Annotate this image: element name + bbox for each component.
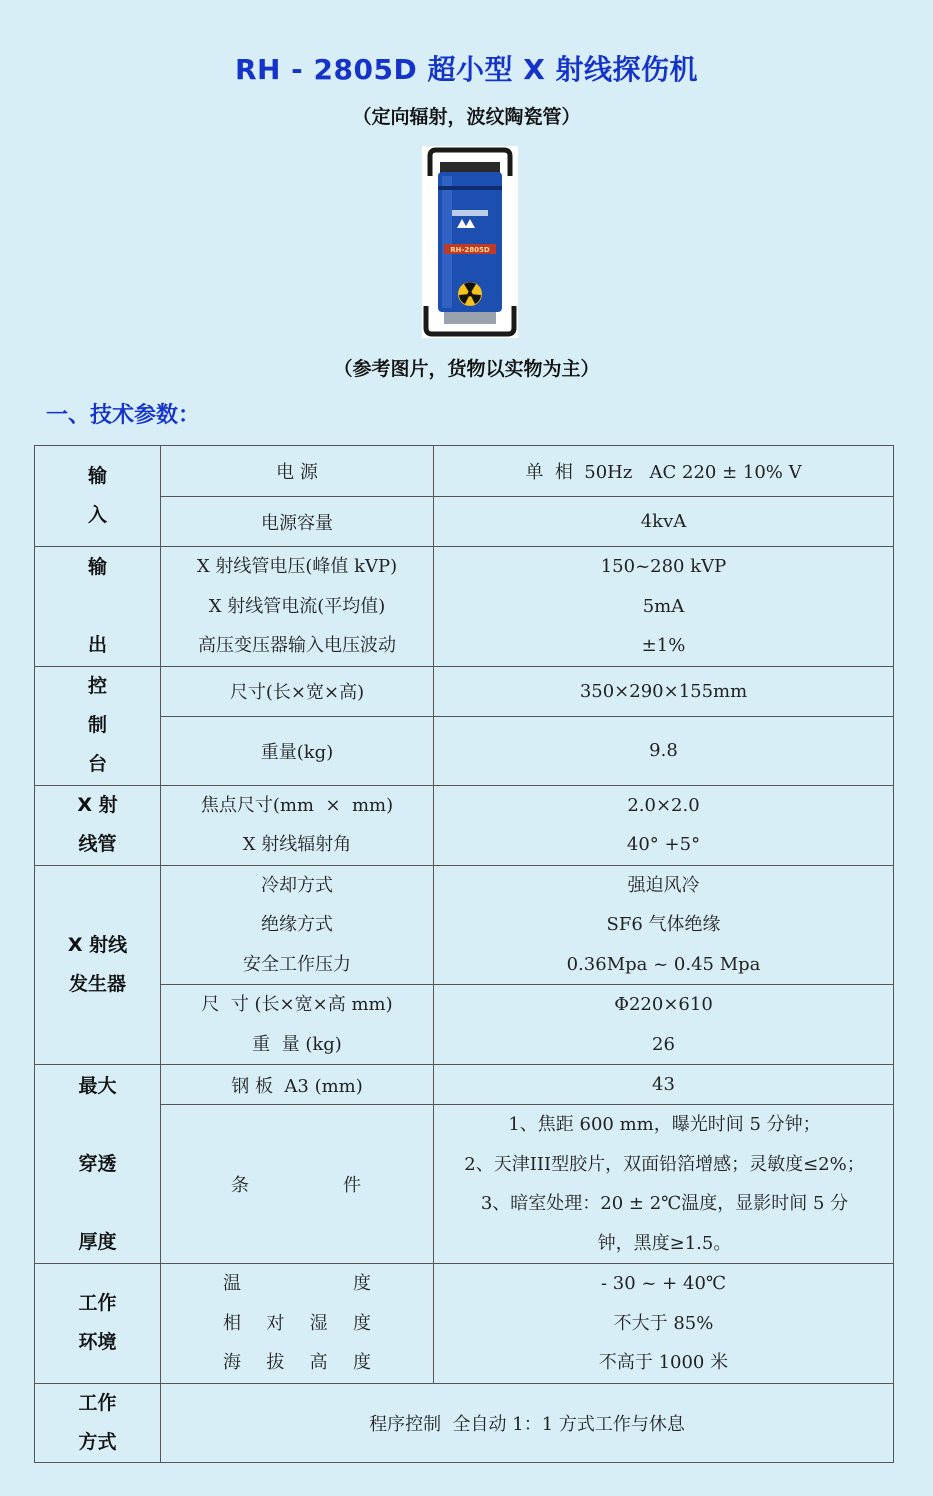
table-row	[35, 1264, 894, 1384]
product-label-text: RH-2805D	[450, 246, 490, 254]
table-row	[35, 865, 894, 985]
param-cell: 电源容量	[161, 497, 434, 547]
param-cell: 条 件	[161, 1105, 434, 1264]
value-cell: - 30 ~ + 40℃ 不大于 85% 不高于 1000 米	[434, 1264, 894, 1384]
param-cell: X 射线管电压(峰值 kVP) X 射线管电流(平均值) 高压变压器输入电压波动	[161, 547, 434, 667]
table-row	[35, 666, 894, 716]
value-cell: 43	[434, 1065, 894, 1105]
table-row	[35, 785, 894, 865]
xray-generator-illustration	[422, 146, 518, 338]
table-row	[35, 716, 894, 785]
param-cell: 温 度 相 对 湿 度 海 拔 高 度	[161, 1264, 434, 1384]
category-mode: 工作 方式	[35, 1383, 161, 1462]
value-cell: 单 相 50Hz AC 220 ± 10% V	[434, 446, 894, 497]
category-generator: X 射线 发生器	[35, 865, 161, 1065]
table-row	[35, 1383, 894, 1462]
category-output: 输 出	[35, 547, 161, 667]
table-row	[35, 1065, 894, 1105]
category-penetration: 最大 穿透 厚度	[35, 1065, 161, 1264]
param-cell: 尺寸(长×宽×高)	[161, 666, 434, 716]
category-environment: 工作 环境	[35, 1264, 161, 1384]
value-cell: 1、焦距 600 mm，曝光时间 5 分钟； 2、天津III型胶片，双面铅箔增感；灵敏度≤2%； 3、暗室处理：20 ± 2℃温度，显影时间 5 分 钟，黑度≥1.5。	[434, 1105, 894, 1264]
value-cell: 2.0×2.0 40° +5°	[434, 785, 894, 865]
value-cell: Φ220×610 26	[434, 985, 894, 1065]
section-title: 一、技术参数：	[46, 403, 201, 428]
param-cell: 电 源	[161, 446, 434, 497]
table-row	[35, 497, 894, 547]
page-subtitle: （定向辐射，波纹陶瓷管）	[352, 106, 581, 128]
page-title: RH - 2805D 超小型 X 射线探伤机	[234, 53, 699, 86]
value-cell: 150~280 kVP 5mA ±1%	[434, 547, 894, 667]
value-cell: 强迫风冷 SF6 气体绝缘 0.36Mpa ~ 0.45 Mpa	[434, 865, 894, 985]
value-cell: 4kvA	[434, 497, 894, 547]
param-cell: 重量(kg)	[161, 716, 434, 785]
param-cell: 尺 寸 (长×宽×高 mm) 重 量 (kg)	[161, 985, 434, 1065]
image-caption: （参考图片，货物以实物为主）	[333, 358, 600, 380]
table-row	[35, 1105, 894, 1264]
table-row	[35, 446, 894, 497]
value-cell: 9.8	[434, 716, 894, 785]
spec-table	[34, 445, 894, 1463]
param-cell: 冷却方式 绝缘方式 安全工作压力	[161, 865, 434, 985]
table-row	[35, 547, 894, 667]
value-cell: 350×290×155mm	[434, 666, 894, 716]
category-console: 控 制 台	[35, 666, 161, 785]
category-tube: X 射 线管	[35, 785, 161, 865]
param-cell: 焦点尺寸(mm × mm) X 射线辐射角	[161, 785, 434, 865]
category-input: 输 入	[35, 446, 161, 547]
table-row	[35, 985, 894, 1065]
product-image	[422, 146, 518, 338]
value-cell: 程序控制 全自动 1：1 方式工作与休息	[161, 1383, 894, 1462]
param-cell: 钢 板 A3 (mm)	[161, 1065, 434, 1105]
